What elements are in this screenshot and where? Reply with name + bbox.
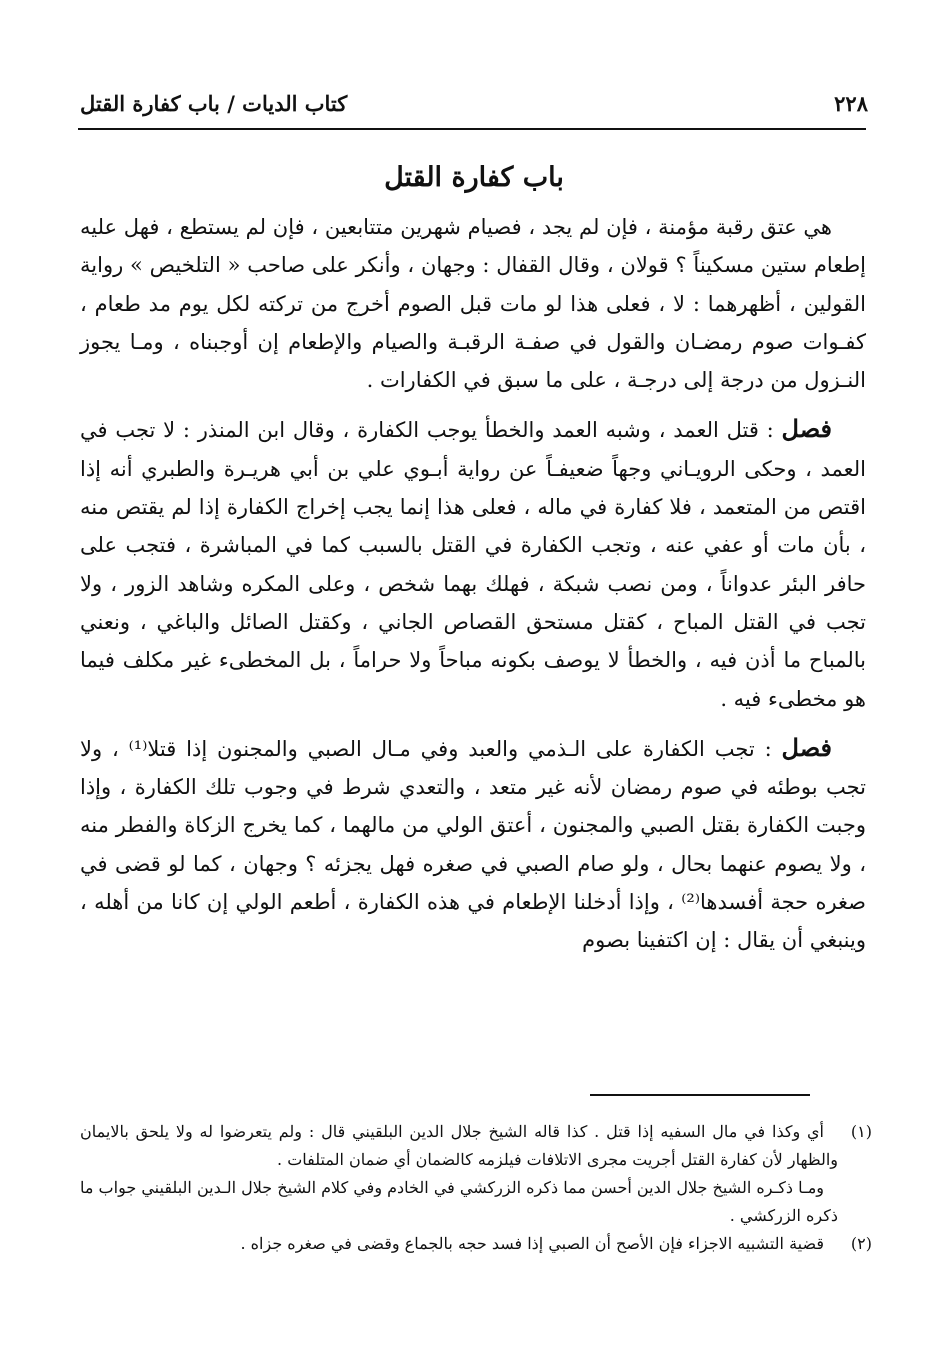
footnote-rule bbox=[590, 1094, 810, 1096]
header-rule bbox=[78, 128, 866, 130]
page-number: ٢٢٨ bbox=[834, 90, 868, 116]
main-text bbox=[80, 208, 866, 960]
chapter-title: باب كفارة القتل bbox=[384, 162, 564, 193]
paragraph-fasl-2 bbox=[80, 729, 866, 960]
footnote-text: أي وكذا في مال السفيه إذا قتل . كذا قاله الشيخ جلال الدين البلقيني قال : ولم يتعرضوا له ولا يلحق بالايمان والظهار لأن كفارة القتل أجريت مجرى الاتلافات فيلزمه كالضمان أي ضمان المتلفات . bbox=[80, 1122, 838, 1169]
running-title: كتاب الديات / باب كفارة القتل bbox=[80, 90, 348, 116]
running-header bbox=[80, 86, 868, 120]
footnote-text: ومـا ذكـره الشيخ جلال الدين أحسن مما ذكره الزركشي في الخادم وفي كلام الشيخ جلال الـدين البلقيني جواب ما ذكره الزركشي . bbox=[80, 1178, 838, 1225]
footnote-text: قضية التشبيه الاجزاء فإن الأصح أن الصبي إذا فسد حجه بالجماع وقضى في صغره جزاه . bbox=[240, 1234, 824, 1253]
paragraph-text: : قتل العمد ، وشبه العمد والخطأ يوجب الكفارة ، وقال ابن المنذر : لا تجب في العمد ، وحكى الرويـاني وجهاً ضعيفـاً عن رواية أبـوي علي بن أبي هريـرة والطبري أنه إذا اقتص من المتعمد ، فلا كفارة في ماله ، فعلى هذا إنما يجب إخراج الكفارة إذا لم يقتص منه ، بأن مات أو عفي عنه ، وتجب الكفارة في القتل بالسبب كما في المباشرة ، فتجب على حافر البئر عدواناً ، ومن نصب شبكة ، فهلك بهما شخص ، وعلى المكره وشاهد الزور ، ولا تجب في القتل المباح ، كقتل مستحق القصاص الجاني ، وكقتل الصائل والباغي ، ونعني بالمباح ما أذن فيه ، والخطأ لا يوصف بكونه مباحاً ولا حراماً ، بل المخطىء غير مكلف فيما هو مخطىء فيه . bbox=[80, 418, 866, 711]
footnote-1 bbox=[80, 1118, 872, 1230]
footnotes bbox=[80, 1118, 872, 1258]
paragraph-text: : تجب الكفارة على الـذمي والعبد وفي مـال الصبي والمجنون إذا قتلا⁽¹⁾ ، ولا تجب بوطئه في صوم رمضان لأنه غير متعد ، والتعدي شرط في وجوب تلك الكفارة ، وإذا وجبت الكفارة بقتل الصبي والمجنون ، أعتق الولي من مالهما ، كما يخرج الزكاة والفطر منه ، ولا يصوم عنهما بحال ، ولو صام الصبي في صغره فهل يجزئه ؟ وجهان ، كما لو قضى في صغره حجة أفسدها⁽²⁾ ، وإذا أدخلنا الإطعام في هذه الكفارة ، أطعم الولي إن كانا من أهله ، وينبغي أن يقال : إن اكتفينا بصوم bbox=[80, 736, 866, 953]
paragraph-text: هي عتق رقبة مؤمنة ، فإن لم يجد ، فصيام شهرين متتابعين ، فإن لم يستطع ، فهل عليه إطعام ستين مسكيناً ؟ قولان ، وقال القفال : وجهان ، وأنكر على صاحب « التلخيص » رواية القولين ، أظهرهما : لا ، فعلى هذا لو مات قبل الصوم أخرج من تركته لكل يوم مد طعام ، كفـوات صوم رمضـان والقول في صفـة الرقبـة والصيام والإطعام إن أوجبناه ، ومـا يجوز النـزول من درجة إلى درجـة ، على ما سبق في الكفارات . bbox=[80, 215, 866, 393]
section-marker: فصل bbox=[781, 732, 832, 762]
footnote-number: (٢) bbox=[850, 1234, 872, 1253]
paragraph-intro bbox=[80, 208, 866, 399]
paragraph-fasl-1 bbox=[80, 410, 866, 717]
footnote-2 bbox=[80, 1230, 872, 1258]
footnote-number: (١) bbox=[850, 1122, 872, 1141]
section-marker: فصل bbox=[781, 414, 832, 444]
